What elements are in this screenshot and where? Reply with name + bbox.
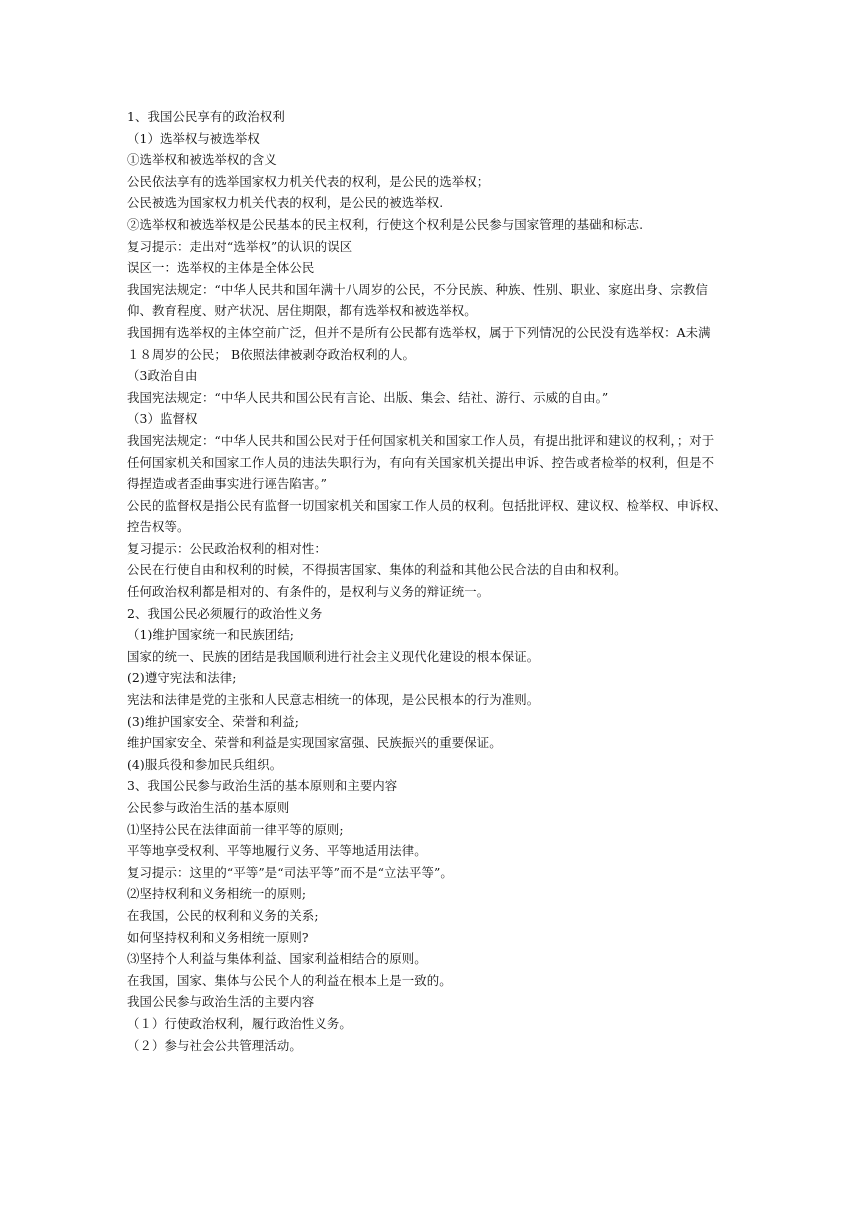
text-line: 误区一：选举权的主体是全体公民: [127, 260, 315, 276]
text-line: 我国拥有选举权的主体空前广泛，但并不是所有公民都有选举权，属于下列情况的公民没有选举权：A未满: [127, 324, 711, 340]
text-line: ①选举权和被选举权的含义: [127, 152, 277, 168]
review-tip: 复习提示：公民政治权利的相对性：: [127, 540, 327, 556]
text-line: 宪法和法律是党的主张和人民意志相统一的体现，是公民根本的行为准则。: [127, 692, 540, 708]
text-line: 在我国，国家、集体与公民个人的利益在根本上是一致的。: [127, 972, 452, 988]
subheading: （1）选举权与被选举权: [127, 130, 260, 146]
text-line: 得捏造或者歪曲事实进行诬告陷害。”: [127, 476, 328, 492]
subheading: （２）参与社会公共管理活动。: [127, 1037, 302, 1053]
text-line: 公民依法享有的选举国家权力机关代表的权利，是公民的选举权；: [127, 173, 490, 189]
review-tip: 复习提示：走出对“选举权”的认识的误区: [127, 238, 353, 254]
text-line: 我国宪法规定：“中华人民共和国公民有言论、出版、集会、结社、游行、示威的自由。”: [127, 389, 609, 405]
subheading: （3政治自由: [127, 368, 198, 384]
text-line: 公民参与政治生活的基本原则: [127, 800, 290, 815]
text-line: 任何国家机关和国家工作人员的违法失职行为，有向有关国家机关提出申诉、控告或者检举的权利，但是不: [127, 454, 715, 470]
subheading: （１）行使政治权利，履行政治性义务。: [127, 1015, 352, 1031]
text-line: 国家的统一、民族的团结是我国顺利进行社会主义现代化建设的根本保证。: [127, 648, 540, 664]
text-line: 仰、教育程度、财产状况、居住期限，都有选举权和被选举权。: [127, 303, 477, 319]
heading-1: 1、我国公民享有的政治权利: [127, 109, 285, 124]
text-line: １８周岁的公民； B依照法律被剥夺政治权利的人。: [127, 346, 416, 362]
subheading: ⑴坚持公民在法律面前一律平等的原则;: [127, 821, 344, 837]
subheading: ⑶坚持个人利益与集体利益、国家利益相结合的原则。: [127, 951, 427, 967]
subheading: (3)维护国家安全、荣誉和利益;: [127, 713, 300, 729]
subheading: （1)维护国家统一和民族团结;: [127, 627, 295, 643]
text-line: 控告权等。: [127, 519, 190, 535]
text-line: 公民的监督权是指公民有监督一切国家机关和国家工作人员的权利。包括批评权、建议权、检举权、申诉权、: [127, 497, 727, 513]
text-line: 平等地享受权利、平等地履行义务、平等地适用法律。: [127, 843, 427, 859]
subheading: ⑵坚持权利和义务相统一的原则;: [127, 886, 307, 902]
text-line: 公民被选为国家权力机关代表的权利，是公民的被选举权.: [127, 195, 444, 211]
review-tip: 复习提示：这里的“平等”是“司法平等”而不是“立法平等”。: [127, 864, 453, 880]
text-line: 在我国，公民的权利和义务的关系;: [127, 907, 319, 923]
heading-3: 3、我国公民参与政治生活的基本原则和主要内容: [127, 778, 398, 794]
text-line: 如何坚持权利和义务相统一原则?: [127, 929, 309, 945]
subheading: (2)遵守宪法和法律;: [127, 670, 237, 686]
document-page: [127, 106, 737, 1056]
text-line: ②选举权和被选举权是公民基本的民主权利，行使这个权利是公民参与国家管理的基础和标志.: [127, 216, 644, 232]
subheading: (4)服兵役和参加民兵组织。: [127, 756, 283, 772]
text-line: 我国宪法规定：“中华人民共和国年满十八周岁的公民，不分民族、种族、性别、职业、家庭出身、宗教信: [127, 281, 709, 297]
text-line: 我国公民参与政治生活的主要内容: [127, 994, 315, 1010]
subheading: （3）监督权: [127, 411, 198, 427]
text-line: 维护国家安全、荣誉和利益是实现国家富强、民族振兴的重要保证。: [127, 735, 502, 751]
heading-2: 2、我国公民必须履行的政治性义务: [127, 605, 323, 621]
text-line: 我国宪法规定：“中华人民共和国公民对于任何国家机关和国家工作人员，有提出批评和建议的权利，；对于: [127, 432, 715, 448]
text-line: 任何政治权利都是相对的、有条件的，是权利与义务的辩证统一。: [127, 584, 490, 600]
text-line: 公民在行使自由和权利的时候，不得损害国家、集体的利益和其他公民合法的自由和权利。: [127, 562, 627, 578]
